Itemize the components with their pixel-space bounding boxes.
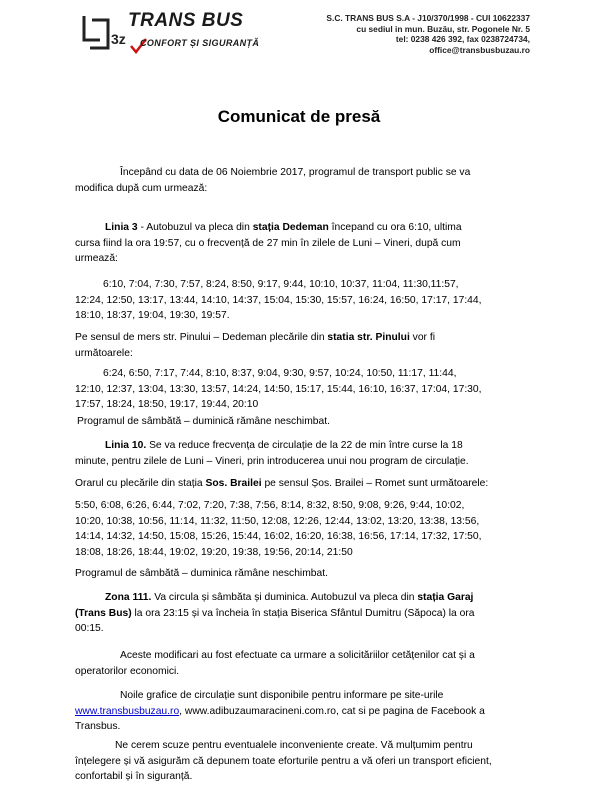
times-line: 6:10, 7:04, 7:30, 7:57, 8:24, 8:50, 9:17, 9:44, 10:10, 10:37, 11:04, 11:30,11:57, — [103, 279, 459, 290]
page-title: Comunicat de presă — [217, 107, 381, 126]
closing-text: , www.adibuzaumaracineni.com.ro, cat si pe pagina de Facebook a — [179, 705, 485, 717]
linia3-return — [75, 330, 555, 361]
intro-line: modifica după cum urmează: — [75, 182, 208, 194]
times-line: 12:24, 12:50, 13:17, 13:44, 14:10, 14:37, 15:04, 15:30, 15:57, 16:24, 16:50, 17:17, 17:44, — [75, 294, 482, 306]
linia3-label: Linia 3 — [105, 222, 138, 233]
company-info — [326, 13, 530, 55]
times-line: 14:14, 14:32, 14:50, 15:08, 15:26, 15:44, 16:02, 16:20, 16:38, 16:56, 17:14, 17:32, 17:50, — [75, 531, 482, 542]
return-text: vor fi — [409, 332, 435, 343]
zona111-text: Va circula și sâmbăta și duminica. Autobuzul va pleca din — [151, 592, 418, 603]
linia3-text: - Autobuzul va pleca din — [137, 222, 253, 233]
linia10-paragraph — [75, 438, 555, 469]
svg-text:3z: 3z — [111, 31, 126, 47]
linia10-text: Se va reduce frecvența de circulație de la 22 de min între curse la 18 — [146, 440, 463, 451]
linia10-times — [75, 498, 555, 560]
transbus-website-link[interactable]: www.transbusbuzau.ro — [75, 705, 180, 717]
logo-slogan: CONFORT ȘI SIGURANȚĂ — [140, 38, 260, 48]
linia3-text: începand cu ora 6:10, ultima — [328, 222, 462, 233]
linia10-label: Linia 10. — [105, 440, 147, 451]
closing-paragraph-2 — [75, 688, 555, 735]
closing-line: Ne cerem scuze pentru eventualele inconveniente create. Vă mulțumim pentru — [115, 740, 473, 751]
orar-text: pe sensul Șos. Brailei – Romet sunt următoarele: — [261, 478, 489, 489]
linia10-line: minute, pentru zilele de Luni – Vineri, prin introducerea unui nou program de circulație. — [75, 455, 469, 467]
closing-line: Aceste modificari au fost efectuate ca urmare a solicităriilor cetățenilor cat și a — [120, 650, 475, 661]
closing-line: operatorilor economici. — [75, 665, 180, 677]
times-line: 6:24, 6:50, 7:17, 7:44, 8:10, 8:37, 9:04, 9:30, 9:57, 10:24, 10:50, 11:17, 11:44, — [103, 368, 457, 379]
linia3-weekend: Programul de sâmbătă – duminică rămâne neschimbat. — [77, 416, 330, 427]
intro-paragraph — [75, 165, 545, 196]
zona111-station: stația Garaj — [417, 592, 474, 603]
zona111-label: Zona 111. — [105, 592, 152, 603]
return-line: următoarele: — [75, 347, 133, 359]
orar-text: Orarul cu plecările din stația — [75, 478, 206, 489]
company-email: office@transbusbuzau.ro — [429, 44, 530, 55]
closing-line: Transbus. — [75, 721, 121, 732]
linia3-line: urmează: — [75, 253, 118, 264]
closing-line: confortabil și în siguranță. — [75, 771, 193, 782]
logo-text: TRANS BUS — [128, 10, 244, 31]
linia3-return-times — [75, 366, 573, 413]
zona111-line: 00:15. — [75, 623, 104, 634]
times-line: 18:10, 18:37, 19:04, 19:30, 19:57. — [75, 310, 230, 321]
closing-paragraph-3 — [75, 738, 555, 785]
orar-station: Sos. Brailei — [205, 478, 262, 489]
return-station: statia str. Pinului — [327, 332, 410, 343]
zona111-text: la ora 23:15 și va încheia în stația Biserica Sfântul Dumitru (Săpoca) la ora — [131, 607, 475, 619]
closing-line: Noile grafice de circulație sunt disponibile pentru informare pe site-urile — [120, 690, 444, 701]
linia3-line: cursa fiind la ora 19:57, cu o frecvență de 27 min în zilele de Luni – Vineri, după cum — [75, 237, 461, 249]
intro-line: Începând cu data de 06 Noiembrie 2017, programul de transport public se va — [120, 167, 471, 178]
linia3-station: stația Dedeman — [252, 222, 329, 233]
zona111-paragraph — [75, 590, 555, 637]
zona111-station-part: (Trans Bus) — [75, 607, 132, 619]
company-line: S.C. TRANS BUS S.A - J10/370/1998 - CUI 10622337 — [326, 13, 530, 23]
times-line: 10:20, 10:38, 10:56, 11:14, 11:32, 11:50, 12:08, 12:26, 12:44, 13:02, 13:20, 13:38, 13:56, — [75, 515, 480, 527]
company-line: tel: 0238 426 392, fax 0238724734, — [395, 34, 530, 45]
times-line: 12:10, 12:37, 13:04, 13:30, 13:57, 14:24, 14:50, 15:17, 15:44, 16:10, 16:37, 17:04, 17:30, — [75, 383, 482, 395]
linia3-times — [75, 277, 573, 324]
return-text: Pe sensul de mers str. Pinului – Dedeman plecările din — [75, 332, 328, 343]
times-line: 18:08, 18:26, 18:44, 19:02, 19:20, 19:38, 19:56, 20:14, 21:50 — [75, 546, 353, 558]
times-line: 5:50, 6:08, 6:26, 6:44, 7:02, 7:20, 7:38, 7:56, 8:14, 8:32, 8:50, 9:08, 9:26, 9:44, 10:02, — [75, 500, 465, 511]
company-line: cu sediul in mun. Buzău, str. Pogonele Nr. 5 — [356, 23, 530, 34]
closing-line: înțelegere și vă asigurăm că depunem toate eforturile pentru a vă oferi un transport eficient, — [75, 755, 492, 767]
linia3-paragraph — [75, 220, 555, 267]
linia10-orar — [75, 476, 555, 492]
times-line: 17:57, 18:24, 18:50, 19:17, 19:44, 20:10 — [75, 399, 259, 410]
linia10-weekend: Programul de sâmbătă – duminica rămâne neschimbat. — [75, 568, 328, 579]
closing-paragraph-1 — [75, 648, 555, 679]
